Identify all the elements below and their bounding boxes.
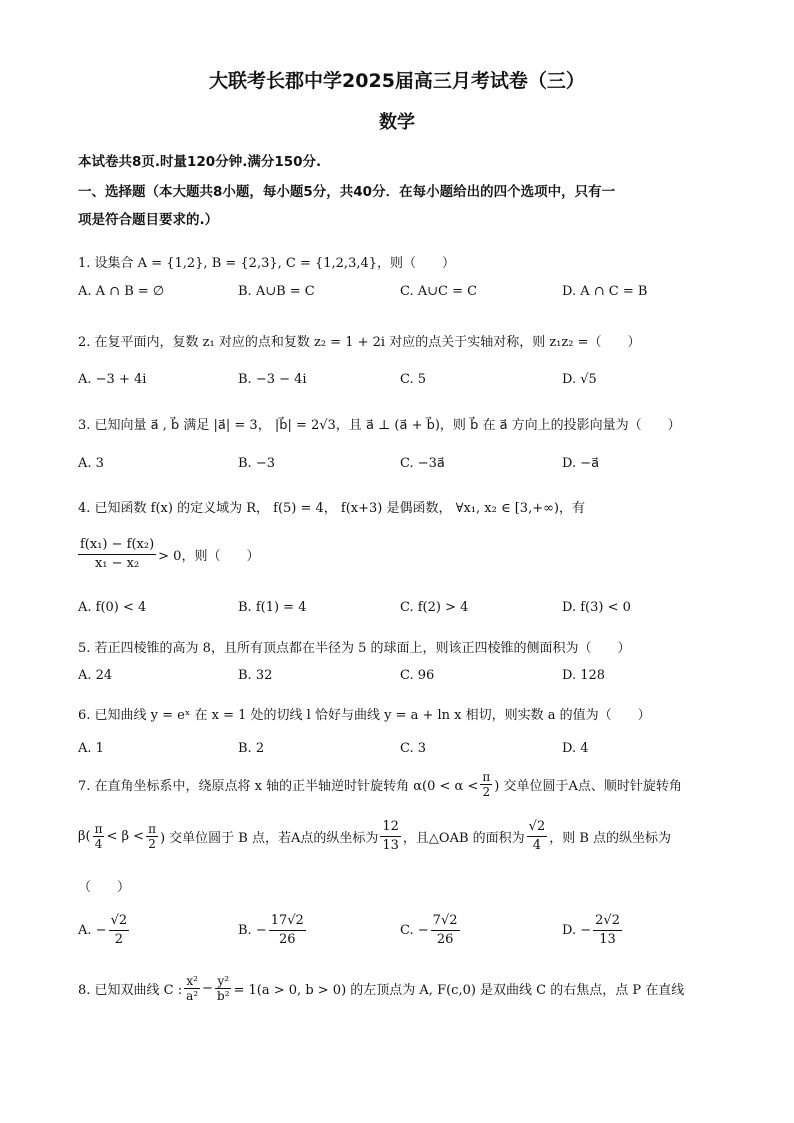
question-6-stem: 6. 已知曲线 y = eˣ 在 x = 1 处的切线 l 恰好与曲线 y = a + ln x 相切，则实数 a 的值为（ ） [78, 708, 651, 723]
question-5-stem: 5. 若正四棱锥的高为 8，且所有顶点都在半径为 5 的球面上，则该正四棱锥的侧面积为（ ） [78, 641, 631, 656]
question-7-option-a: A. − $\frac{√2}{2}$ [78, 913, 128, 947]
question-2-option-a: A. −3 + 4i [78, 372, 147, 387]
question-1-stem: 1. 设集合 A = {1,2}, B = {2,3}, C = {1,2,3,4}，则（ ） [78, 256, 456, 271]
question-2-stem: 2. 在复平面内，复数 z₁ 对应的点和复数 z₂ = 1 + 2i 对应的点关于实轴对称，则 z₁z₂ =（ ） [78, 335, 641, 350]
pi-over-4-fraction: $\frac{\pi}{4}$ [94, 822, 103, 851]
question-7-option-d: D. − $\frac{2√2}{13}$ [562, 913, 620, 947]
question-2-option-b: B. −3 − 4i [238, 372, 307, 387]
question-4-option-b: B. f(1) = 4 [238, 600, 307, 615]
pi-over-2-fraction-b: $\frac{\pi}{2}$ [148, 822, 156, 851]
question-4-option-a: A. f(0) < 4 [78, 600, 147, 615]
question-4-option-c: C. f(2) > 4 [400, 600, 469, 615]
question-5-option-b: B. 32 [238, 668, 273, 683]
question-1-option-a: A. A ∩ B = ∅ [78, 284, 165, 299]
question-5-option-c: C. 96 [400, 668, 435, 683]
question-2-option-d: D. √5 [562, 372, 597, 387]
question-6-option-a: A. 1 [78, 741, 104, 756]
question-4-stem-line1: 4. 已知函数 f(x) 的定义域为 R， f(5) = 4， f(x+3) 是偶函数， ∀x₁, x₂ ∈ [3,+∞)，有 [78, 501, 585, 516]
question-3-option-c: C. −3a⃗ [400, 456, 445, 471]
exam-intro: 本试卷共8页.时量120分钟.满分150分. [78, 154, 322, 170]
exam-title: 大联考长郡中学2025届高三月考试卷（三） [209, 70, 585, 92]
question-4-fraction: $\frac{\text{f(x₁) − f(x₂)}}{\text{x₁ − x₂}}$ [80, 537, 155, 571]
section-heading-line2: 项是符合题目要求的.） [78, 212, 219, 228]
area-fraction: $\frac{√2}{4}$ [528, 819, 546, 853]
question-1-option-d: D. A ∩ C = B [562, 284, 648, 299]
question-3-option-b: B. −3 [238, 456, 275, 471]
question-2-option-c: C. 5 [400, 372, 427, 387]
question-3-option-d: D. −a⃗ [562, 456, 600, 471]
subject-title: 数学 [379, 112, 415, 133]
question-3-stem: 3. 已知向量 a⃗ , b⃗ 满足 |a⃗| = 3， |b⃗| = 2√3，且 a⃗ ⊥ (a⃗ + b⃗)，则 b⃗ 在 a⃗ 方向上的投影向量为（ ） [78, 418, 681, 433]
question-6-option-b: B. 2 [238, 741, 265, 756]
question-7-option-c: C. − $\frac{7√2}{26}$ [400, 913, 458, 947]
question-8-stem: 8. 已知双曲线 C : $\frac{\text{x²}}{\text{a²}}$ − $\frac{\text{y²}}{\text{b²}}$ = 1(a > 0, b > 0) 的左顶点为 A, F(c,0) 是双曲线 C 的右焦点，点 P 在直线 [78, 974, 685, 1003]
question-6-option-d: D. 4 [562, 741, 589, 756]
question-7-answer-paren: （ ） [78, 880, 131, 895]
y-coordinate-fraction: $\frac{12}{13}$ [382, 819, 399, 853]
question-7-stem-line2: β( $\frac{\pi}{4}$ < β < $\frac{\pi}{2}$ ) 交单位圆于 B 点，若A点的纵坐标为 $\frac{12}{13}$ ，且△OAB 的面积为 $\frac{√2}{4}$ ，则 B 点的纵坐标为 [78, 819, 672, 853]
question-7-stem-line1: 7. 在直角坐标系中，绕原点将 x 轴的正半轴逆时针旋转角 α(0 < α < $\frac{\pi}{2}$ ) 交单位圆于A点、顺时针旋转角 [78, 770, 682, 799]
question-5-option-d: D. 128 [562, 668, 606, 683]
question-1-option-b: B. A∪B = C [238, 284, 315, 299]
question-7-option-b: B. − $\frac{17√2}{26}$ [238, 913, 304, 947]
pi-over-2-fraction: $\frac{\pi}{2}$ [482, 770, 491, 799]
y-squared-fraction: $\frac{\text{y²}}{\text{b²}}$ [217, 974, 230, 1003]
question-5-option-a: A. 24 [78, 668, 113, 683]
question-4-option-d: D. f(3) < 0 [562, 600, 631, 615]
section-heading-line1: 一、选择题（本大题共8小题，每小题5分，共40分．在每小题给出的四个选项中，只有一 [78, 184, 616, 200]
question-6-option-c: C. 3 [400, 741, 427, 756]
question-1-option-c: C. A∪C = C [400, 284, 478, 299]
question-4-stem-line2: $\frac{\text{f(x₁) − f(x₂)}}{\text{x₁ − x₂}}$ > 0，则（ ） [80, 537, 260, 571]
x-squared-fraction: $\frac{\text{x²}}{\text{a²}}$ [186, 974, 199, 1003]
question-3-option-a: A. 3 [78, 456, 104, 471]
